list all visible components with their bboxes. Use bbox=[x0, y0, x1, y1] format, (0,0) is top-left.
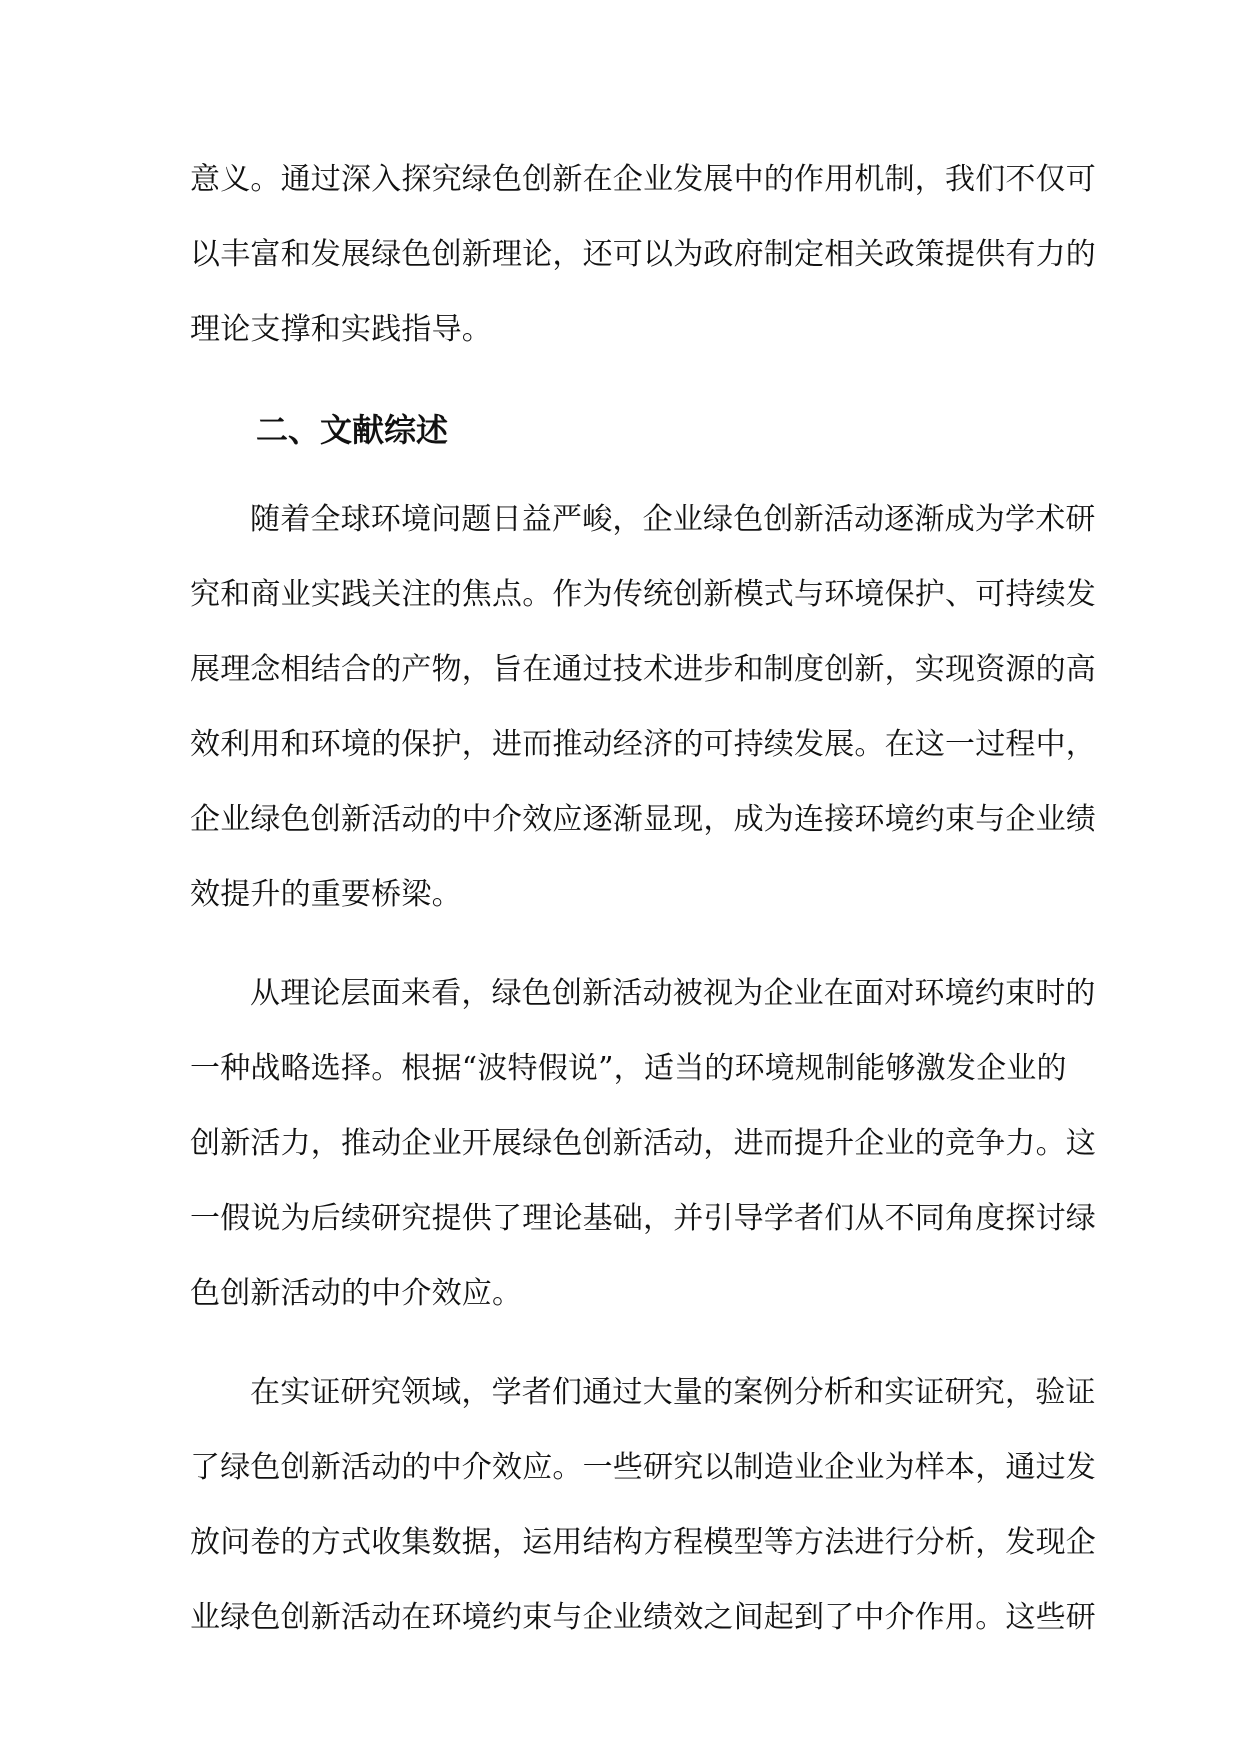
literature-review-body bbox=[190, 482, 1096, 1655]
paragraph-gap bbox=[190, 932, 1050, 956]
text-line: 效提升的重要桥梁。 bbox=[190, 877, 462, 912]
text-line: 一种战略选择。根据“波特假说”，适当的环境规制能够激发企业的 bbox=[190, 1051, 1067, 1086]
text-line: 理论支撑和实践指导。 bbox=[190, 312, 492, 347]
text-line: 放问卷的方式收集数据，运用结构方程模型等方法进行分析，发现企 bbox=[190, 1525, 1096, 1560]
text-line: 以丰富和发展绿色创新理论，还可以为政府制定相关政策提供有力的 bbox=[190, 237, 1096, 272]
text-line: 从理论层面来看，绿色创新活动被视为企业在面对环境约束时的 bbox=[250, 976, 1096, 1011]
text-line: 究和商业实践关注的焦点。作为传统创新模式与环境保护、可持续发 bbox=[190, 577, 1096, 612]
text-line: 意义。通过深入探究绿色创新在企业发展中的作用机制，我们不仅可 bbox=[190, 162, 1096, 197]
text-line: 业绿色创新活动在环境约束与企业绩效之间起到了中介作用。这些研 bbox=[190, 1600, 1096, 1635]
text-line: 随着全球环境问题日益严峻，企业绿色创新活动逐渐成为学术研 bbox=[250, 502, 1096, 537]
paragraph-3 bbox=[190, 1355, 1096, 1655]
text-line: 在实证研究领域，学者们通过大量的案例分析和实证研究，验证 bbox=[250, 1375, 1096, 1410]
text-line: 企业绿色创新活动的中介效应逐渐显现，成为连接环境约束与企业绩 bbox=[190, 802, 1096, 837]
paragraph-2 bbox=[190, 956, 1096, 1331]
text-line: 了绿色创新活动的中介效应。一些研究以制造业企业为样本，通过发 bbox=[190, 1450, 1096, 1485]
text-line: 色创新活动的中介效应。 bbox=[190, 1276, 523, 1311]
text-line: 展理念相结合的产物，旨在通过技术进步和制度创新，实现资源的高 bbox=[190, 652, 1096, 687]
text-line: 一假说为后续研究提供了理论基础，并引导学者们从不同角度探讨绿 bbox=[190, 1201, 1096, 1236]
text-line: 创新活力，推动企业开展绿色创新活动，进而提升企业的竞争力。这 bbox=[190, 1126, 1096, 1161]
intro-paragraph bbox=[190, 142, 1096, 367]
paragraph-gap bbox=[190, 1331, 1050, 1355]
paragraph-1 bbox=[190, 482, 1096, 932]
section-heading: 二、文献综述 bbox=[256, 411, 449, 449]
text-line: 效利用和环境的保护，进而推动经济的可持续发展。在这一过程中， bbox=[190, 727, 1096, 762]
